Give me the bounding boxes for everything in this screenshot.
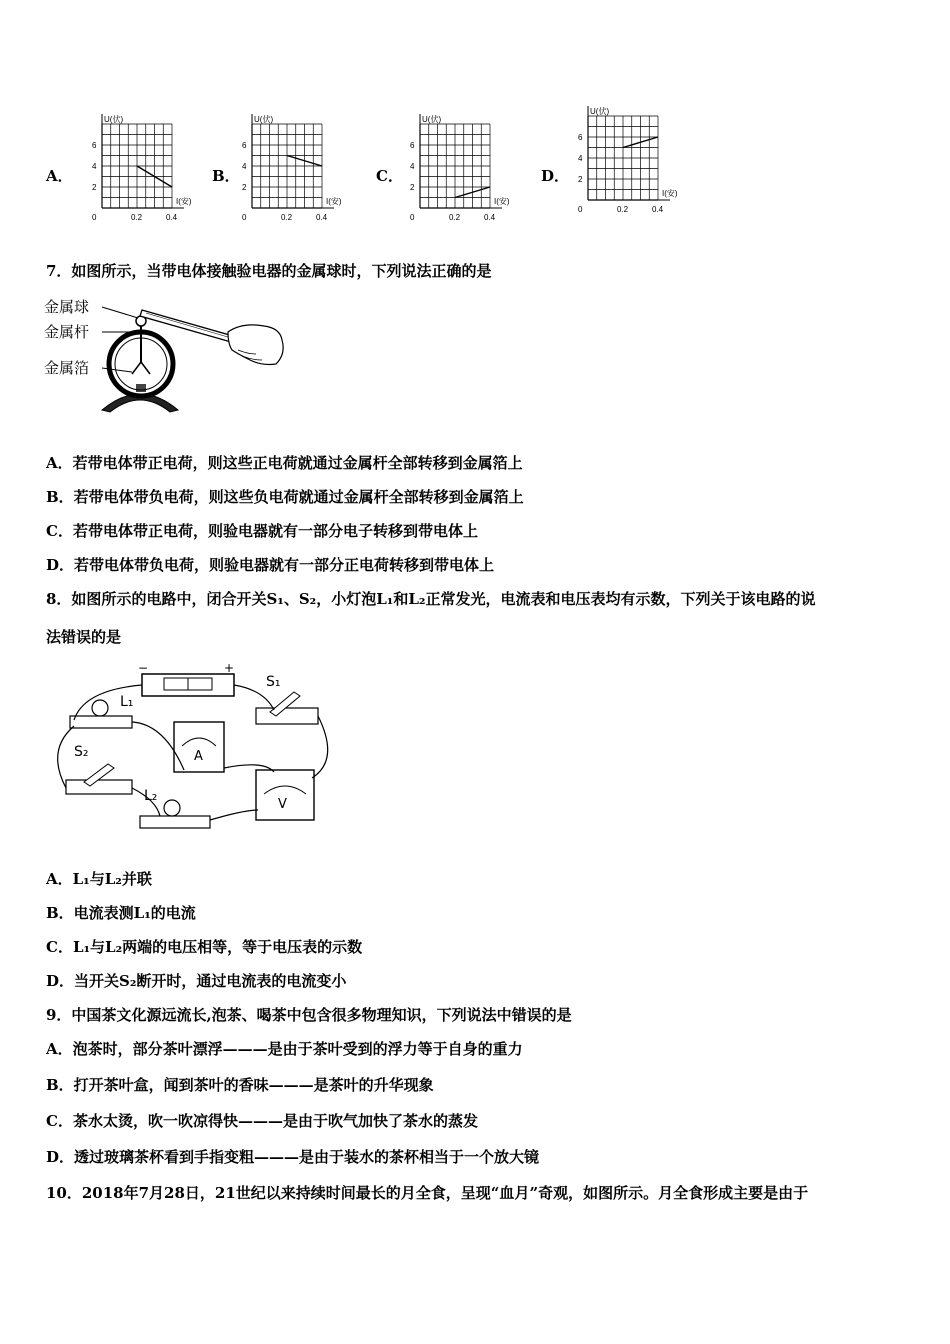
q7-stem: 7．如图所示，当带电体接触验电器的金属球时，下列说法正确的是 [46,262,492,280]
y-tick-label: 4 [410,162,415,171]
ui-graph [80,108,210,226]
q9-option-c: C．茶水太烫，吹一吹凉得快———是由于吹气加快了茶水的蒸发 [46,1112,478,1130]
option-letter-b: B． [212,167,240,185]
y-tick-label: 6 [578,133,583,142]
ui-graph [398,108,528,226]
graph-a [80,108,210,230]
x-tick-label: 0.2 [449,213,461,222]
ui-graph [566,100,706,224]
label-rod: 金属杆 [44,323,90,341]
y-tick-label: 6 [92,141,97,150]
lamp-l1 [92,700,108,716]
lamp-l1-base [70,716,132,728]
switch-s2-base [66,780,132,794]
y-axis-label: U(伏) [590,107,610,116]
graph-d [566,100,706,228]
q7-option-a: A．若带电体带正电荷，则这些正电荷就通过金属杆全部转移到金属箔上 [46,454,523,472]
y-tick-label: 4 [242,162,247,171]
q7-option-b: B．若带电体带负电荷，则这些负电荷就通过金属杆全部转移到金属箔上 [46,488,524,506]
battery-plus: + [224,661,235,675]
battery-minus: − [138,661,149,675]
metal-foil [132,362,150,374]
x-tick-label: 0.2 [131,213,143,222]
option-letter-c: C． [376,167,403,185]
label-l2: L₂ [144,788,158,804]
q9-option-d: D．透过玻璃茶杯看到手指变粗———是由于装水的茶杯相当于一个放大镜 [46,1148,540,1166]
x-tick-label: 0.4 [166,213,178,222]
label-l1: L₁ [120,694,134,710]
label-foil: 金属箔 [44,359,90,377]
graph-c [398,108,528,230]
q8-stem-line1: 8．如图所示的电路中，闭合开关S₁、S₂，小灯泡L₁和L₂正常发光，电流表和电压表均有示数，下列关于该电路的说 [46,590,816,608]
charged-rod [140,310,240,344]
y-tick-label: 2 [578,175,583,184]
y-tick-label: 6 [410,141,415,150]
ammeter-label: A [194,749,203,764]
circuit-figure [44,660,344,844]
graph-b [230,108,360,230]
lamp-l2 [164,800,180,816]
q7-option-d: D．若带电体带负电荷，则验电器就有一部分正电荷转移到带电体上 [46,556,495,574]
q9-option-a: A．泡茶时，部分茶叶漂浮———是由于茶叶受到的浮力等于自身的重力 [46,1040,523,1058]
x-axis-label: I(安) [176,197,192,206]
y-tick-label: 2 [410,183,415,192]
q8-stem-line2: 法错误的是 [46,628,122,646]
y-tick-label: 2 [242,183,247,192]
q9-option-b: B．打开茶叶盒，闻到茶叶的香味———是茶叶的升华现象 [46,1076,434,1094]
x-axis-label: I(安) [662,189,678,198]
label-s2: S₂ [74,744,89,760]
x-axis-label: I(安) [326,197,342,206]
q8-option-d: D．当开关S₂断开时，通过电流表的电流变小 [46,972,347,990]
y-tick-label: 4 [92,162,97,171]
option-letter-a: A． [46,167,73,185]
x-tick-label: 0.2 [281,213,293,222]
x-axis-label: I(安) [494,197,510,206]
x-tick-label: 0 [578,205,583,214]
x-tick-label: 0 [92,213,97,222]
y-tick-label: 2 [92,183,97,192]
y-tick-label: 6 [242,141,247,150]
switch-s1-base [256,708,318,724]
x-tick-label: 0 [410,213,415,222]
y-tick-label: 4 [578,154,583,163]
q7-option-c: C．若带电体带正电荷，则验电器就有一部分电子转移到带电体上 [46,522,478,540]
electroscope-figure [42,292,292,421]
option-letter-d: D． [541,167,570,185]
y-axis-label: U(伏) [104,115,124,124]
label-ball: 金属球 [44,298,90,316]
y-axis-label: U(伏) [422,115,442,124]
voltmeter-label: V [278,797,287,812]
voltmeter [256,770,314,820]
q8-option-a: A．L₁与L₂并联 [46,870,152,888]
x-tick-label: 0 [242,213,247,222]
x-tick-label: 0.4 [484,213,496,222]
q10-stem: 10．2018年7月28日，21世纪以来持续时间最长的月全食，呈现“血月”奇观，如图所示。月全食形成主要是由于 [46,1184,809,1202]
q9-stem: 9．中国茶文化源远流长,泡茶、喝茶中包含很多物理知识，下列说法中错误的是 [46,1006,572,1024]
lamp-l2-base [140,816,210,828]
y-axis-label: U(伏) [254,115,274,124]
label-s1: S₁ [266,674,281,690]
q8-option-b: B．电流表测L₁的电流 [46,904,196,922]
x-tick-label: 0.4 [316,213,328,222]
x-tick-label: 0.4 [652,205,664,214]
x-tick-label: 0.2 [617,205,629,214]
ui-graph [230,108,360,226]
q8-option-c: C．L₁与L₂两端的电压相等，等于电压表的示数 [46,938,363,956]
hand [228,325,283,365]
